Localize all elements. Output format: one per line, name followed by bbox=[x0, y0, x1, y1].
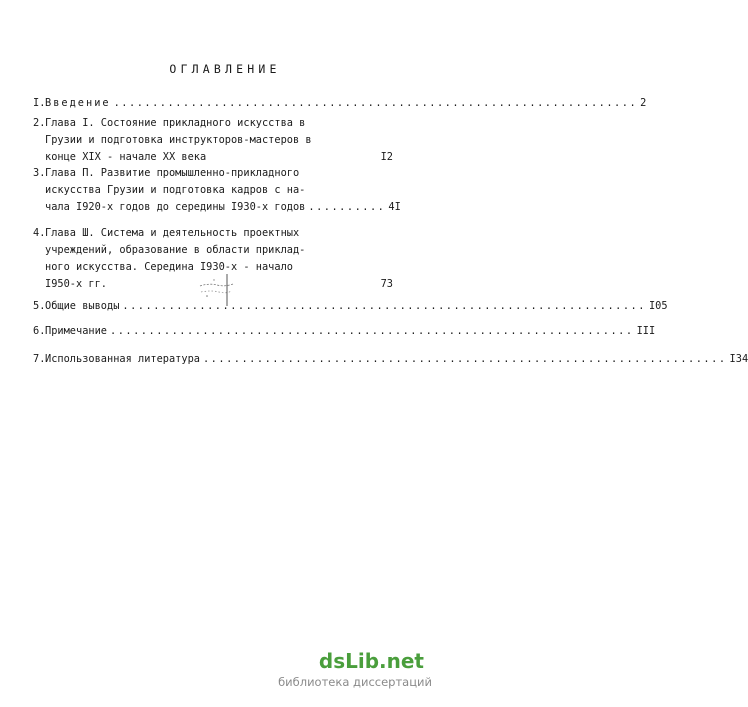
entry-text-line: ного искусства. Середина I930-х - начало bbox=[45, 261, 293, 273]
entry-number: 5. bbox=[33, 300, 46, 312]
entry-title: Введение bbox=[45, 97, 111, 109]
watermark bbox=[262, 649, 432, 695]
toc-heading: ОГЛАВЛЕНИЕ bbox=[169, 62, 281, 76]
entry-number: 4. bbox=[33, 227, 46, 239]
dot-leader: .......... bbox=[308, 201, 386, 213]
dot-leader bbox=[110, 276, 378, 293]
entry-text-line: искусства Грузии и подготовка кадров с на- bbox=[45, 184, 306, 196]
entry-page: 4I bbox=[388, 201, 401, 213]
entry-number: 7. bbox=[33, 353, 46, 365]
entry-number: I. bbox=[33, 97, 46, 109]
entry-title: I950-х гг. bbox=[45, 278, 107, 290]
entry-text-line: Глава Ш. Система и деятельность проектных bbox=[45, 227, 300, 239]
dot-leader: .................................................................... bbox=[113, 97, 638, 109]
entry-text-line: Грузии и подготовка инструкторов-мастеров в bbox=[45, 134, 312, 146]
entry-page: III bbox=[636, 325, 656, 337]
entry-page: I2 bbox=[380, 151, 393, 163]
entry-title: Примечание bbox=[45, 325, 107, 337]
entry-page: I05 bbox=[648, 300, 668, 312]
entry-title: чала I920-х годов до середины I930-х годов bbox=[45, 201, 306, 213]
watermark-logo: dsLib.net bbox=[318, 649, 424, 673]
entry-title: конце XIX - начале XX века bbox=[45, 151, 207, 163]
entry-text-line: Глава I. Состояние прикладного искусства в bbox=[45, 117, 306, 129]
watermark-subtitle: библиотека диссертаций bbox=[278, 675, 432, 689]
entry-title: Использованная литература bbox=[45, 353, 200, 365]
entry-text-line: учреждений, образование в области приклад- bbox=[45, 244, 306, 256]
stamp-mark bbox=[197, 272, 237, 308]
entry-title: Общие выводы bbox=[45, 300, 120, 312]
dot-leader: .................................................................... bbox=[122, 300, 646, 312]
entry-number: 6. bbox=[33, 325, 46, 337]
dot-leader bbox=[209, 149, 377, 166]
entry-page: 2 bbox=[640, 97, 647, 109]
entry-text-line: Глава П. Развитие промышленно-прикладного bbox=[45, 167, 300, 179]
dot-leader: .................................................................... bbox=[202, 353, 727, 365]
entry-page: I34 bbox=[729, 353, 748, 365]
entry-number: 2. bbox=[33, 117, 46, 129]
entry-number: 3. bbox=[33, 167, 46, 179]
entry-page: 73 bbox=[380, 278, 393, 290]
dot-leader: .................................................................... bbox=[110, 325, 634, 337]
